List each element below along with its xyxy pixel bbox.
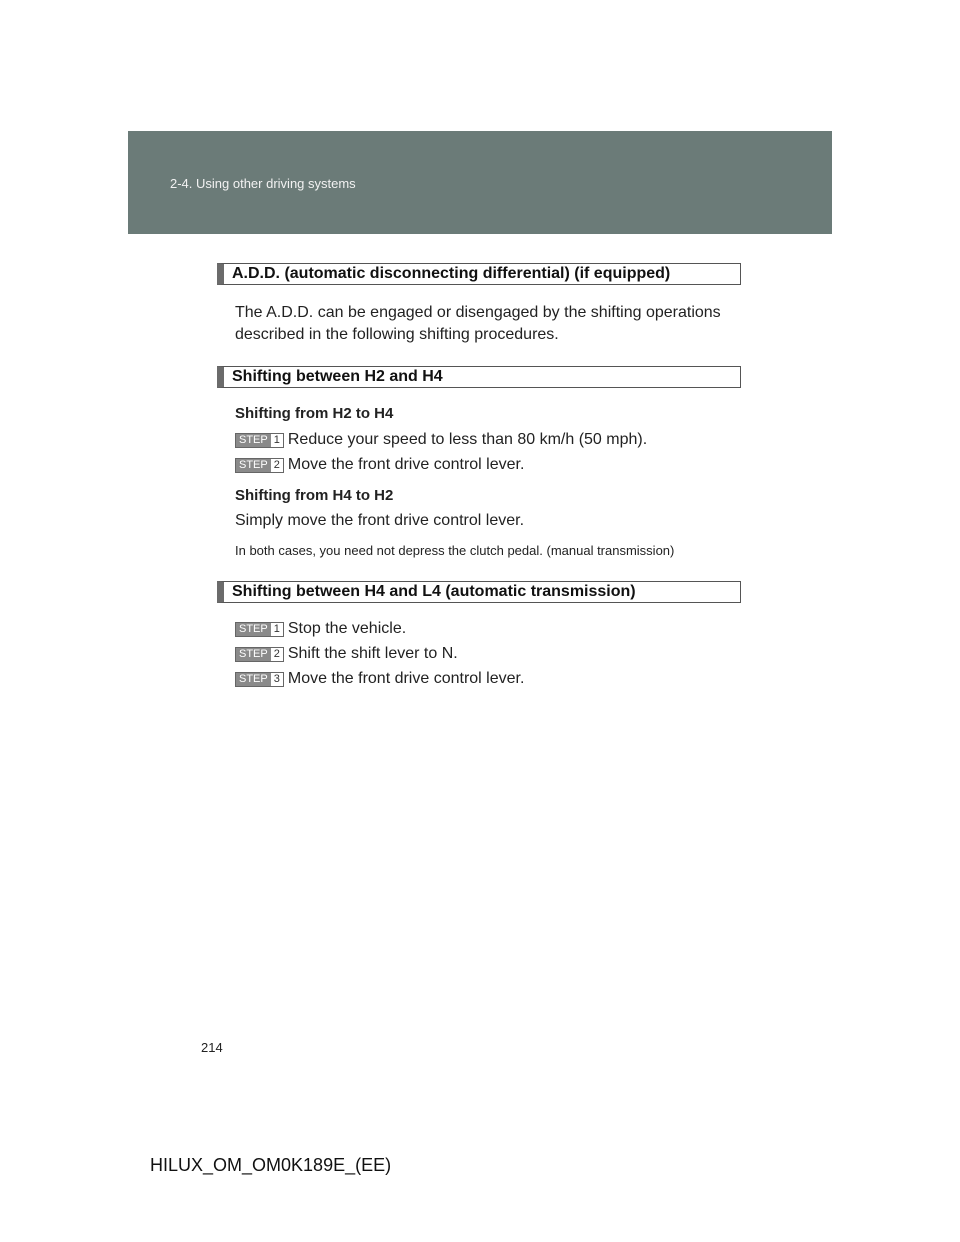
subtitle-h2-to-h4: Shifting from H2 to H4 [235, 405, 394, 422]
step-badge: STEP 2 [235, 458, 284, 473]
page-number: 214 [201, 1040, 223, 1055]
step-badge: STEP 2 [235, 647, 284, 662]
step-text: Move the front drive control lever. [287, 456, 525, 473]
step-item [235, 619, 406, 639]
h4-to-h2-text: Simply move the front drive control lever. [235, 512, 525, 529]
step-item [235, 644, 458, 664]
section-heading-add: A.D.D. (automatic disconnecting differential) (if equipped) [217, 263, 741, 285]
step-text: Shift the shift lever to N. [287, 645, 458, 662]
section-heading-h4-l4: Shifting between H4 and L4 (automatic transmission) [217, 581, 741, 603]
step-item [235, 455, 524, 475]
step-text: Reduce your speed to less than 80 km/h (50 mph). [287, 431, 648, 448]
step-item [235, 430, 647, 450]
chapter-title: 2-4. Using other driving systems [170, 176, 356, 191]
document-code: HILUX_OM_OM0K189E_(EE) [150, 1155, 392, 1175]
subtitle-h4-to-h2: Shifting from H4 to H2 [235, 487, 394, 504]
step-text: Move the front drive control lever. [287, 670, 525, 687]
step-badge: STEP 1 [235, 433, 284, 448]
add-intro-line2: described in the following shifting procedures. [235, 326, 559, 343]
step-item [235, 669, 524, 689]
manual-transmission-note: In both cases, you need not depress the clutch pedal. (manual transmission) [235, 543, 675, 558]
section-heading-h2-h4: Shifting between H2 and H4 [217, 366, 741, 388]
add-intro-line1: The A.D.D. can be engaged or disengaged by the shifting operations [235, 304, 721, 321]
step-badge: STEP 3 [235, 672, 284, 687]
step-text: Stop the vehicle. [287, 620, 407, 637]
step-badge: STEP 1 [235, 622, 284, 637]
